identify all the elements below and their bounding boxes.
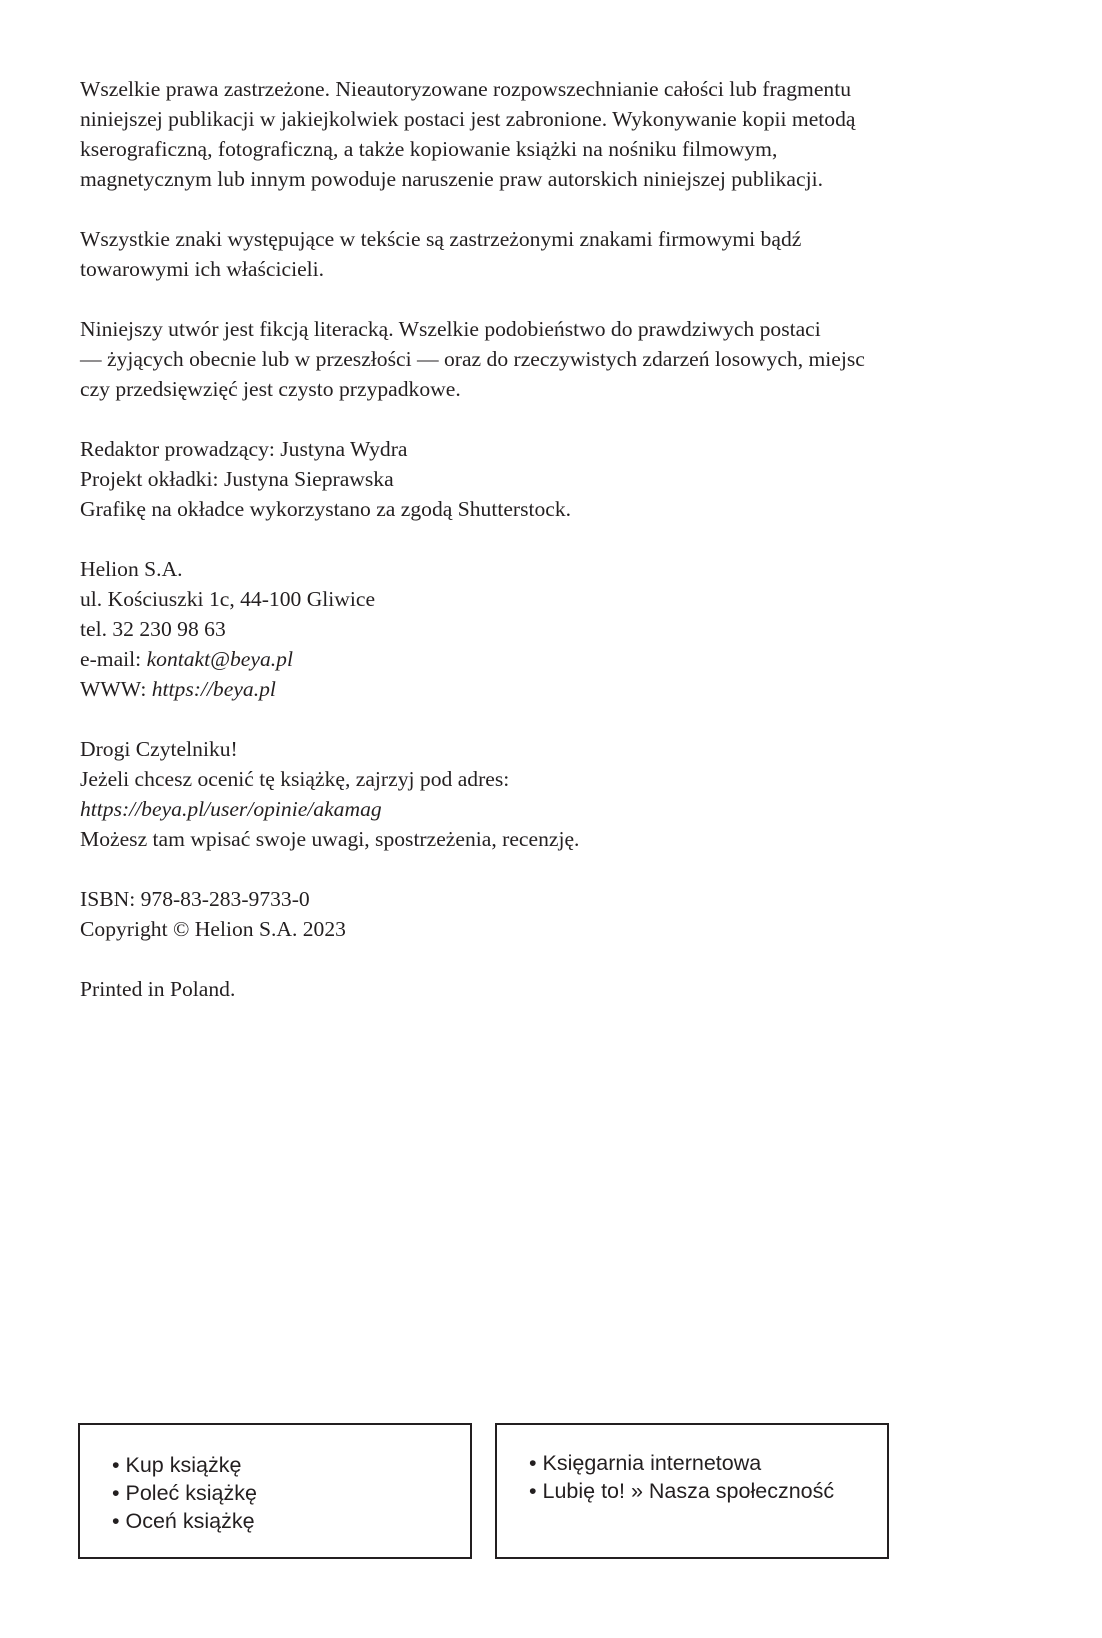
community-link[interactable]: • Lubię to! » Nasza społeczność <box>529 1479 835 1503</box>
email-label: e-mail: <box>80 647 147 671</box>
reader-greeting: Drogi Czytelniku! <box>80 737 238 761</box>
www-label: WWW: <box>80 677 152 701</box>
book-actions-box <box>78 1423 472 1559</box>
printed-block <box>80 974 1000 1004</box>
rate-book-link[interactable]: • Oceń książkę <box>112 1509 255 1533</box>
publisher-phone: tel. 32 230 98 63 <box>80 617 226 641</box>
rights-paragraph <box>80 74 1000 194</box>
credit-cover-design: Projekt okładki: Justyna Sieprawska <box>80 467 394 491</box>
trademarks-line: towarowymi ich właścicieli. <box>80 257 325 281</box>
reader-note: Możesz tam wpisać swoje uwagi, spostrzeżenia, recenzję. <box>80 827 580 851</box>
copyright: Copyright © Helion S.A. 2023 <box>80 917 346 941</box>
isbn: ISBN: 978-83-283-9733-0 <box>80 887 310 911</box>
printed-in: Printed in Poland. <box>80 977 236 1001</box>
copyright-page <box>80 74 1000 1034</box>
trademarks-paragraph <box>80 224 1000 284</box>
publisher-www-line <box>80 674 1000 704</box>
online-bookstore-link[interactable]: • Księgarnia internetowa <box>529 1451 762 1475</box>
publisher-address: ul. Kościuszki 1c, 44-100 Gliwice <box>80 587 376 611</box>
publisher-block <box>80 554 1000 704</box>
trademarks-line: Wszystkie znaki występujące w tekście są zastrzeżonymi znakami firmowymi bądź <box>80 227 802 251</box>
recommend-book-link[interactable]: • Poleć książkę <box>112 1481 257 1505</box>
www-link[interactable]: https://beya.pl <box>151 677 276 701</box>
fiction-line: czy przedsięwzięć jest czysto przypadkowe. <box>80 377 461 401</box>
fiction-line: — żyjących obecnie lub w przeszłości — oraz do rzeczywistych zdarzeń losowych, miejsc <box>80 347 865 371</box>
credit-editor: Redaktor prowadzący: Justyna Wydra <box>80 437 408 461</box>
publisher-name: Helion S.A. <box>80 557 183 581</box>
rights-line: magnetycznym lub innym powoduje naruszenie praw autorskich niniejszej publikacji. <box>80 167 823 191</box>
buy-book-link[interactable]: • Kup książkę <box>112 1453 242 1477</box>
isbn-block <box>80 884 1000 944</box>
publisher-email-line <box>80 644 1000 674</box>
community-box <box>495 1423 889 1559</box>
reader-prompt: Jeżeli chcesz ocenić tę książkę, zajrzyj pod adres: <box>80 767 510 791</box>
rights-line: kserograficzną, fotograficzną, a także kopiowanie książki na nośniku filmowym, <box>80 137 778 161</box>
rights-line: Wszelkie prawa zastrzeżone. Nieautoryzowane rozpowszechnianie całości lub fragmentu <box>80 77 852 101</box>
credit-cover-graphics: Grafikę na okładce wykorzystano za zgodą Shutterstock. <box>80 497 572 521</box>
email-link[interactable]: kontakt@beya.pl <box>146 647 293 671</box>
fiction-line: Niniejszy utwór jest fikcją literacką. Wszelkie podobieństwo do prawdziwych postaci <box>80 317 821 341</box>
rights-line: niniejszej publikacji w jakiejkolwiek postaci jest zabronione. Wykonywanie kopii metodą <box>80 107 856 131</box>
links-boxes <box>78 1423 889 1563</box>
review-url-link[interactable]: https://beya.pl/user/opinie/akamag <box>80 797 382 821</box>
reader-block <box>80 734 1000 854</box>
fiction-paragraph <box>80 314 1000 404</box>
credits-paragraph <box>80 434 1000 524</box>
